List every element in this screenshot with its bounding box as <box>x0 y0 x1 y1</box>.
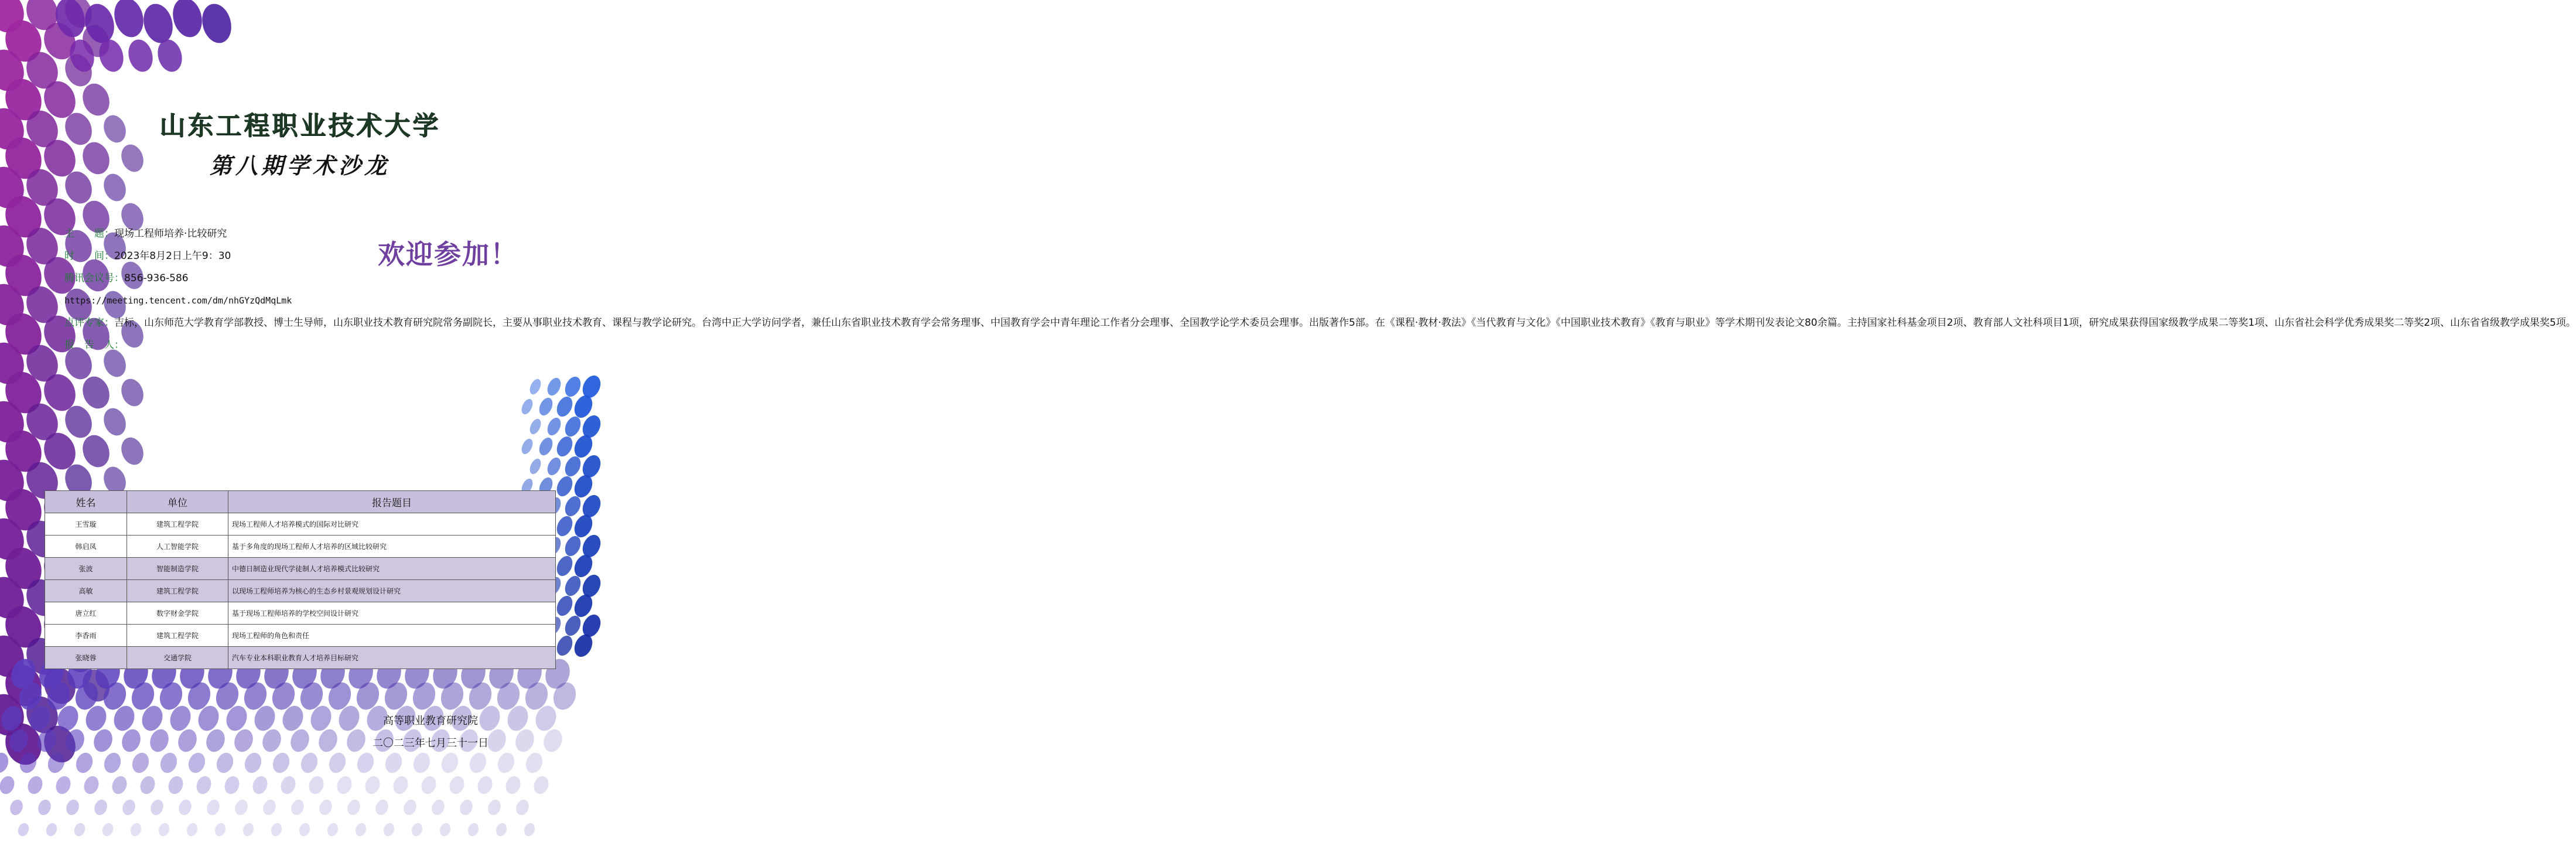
topic-value: 现场工程师培养·比较研究 <box>114 228 227 240</box>
reporter-topic: 中德日制造业现代学徒制人才培养模式比较研究 <box>228 558 556 580</box>
university-title: 山东工程职业技术大学 <box>159 111 440 141</box>
reporter-name: 张晓蓉 <box>45 647 127 669</box>
reporter-unit: 建筑工程学院 <box>127 513 228 536</box>
reporter-topic: 基于多角度的现场工程师人才培养的区域比较研究 <box>228 536 556 558</box>
reporter-name: 王雪璇 <box>45 513 127 536</box>
reporter-topic: 基于现场工程师培养的学校空间设计研究 <box>228 602 556 625</box>
reporter-name: 李香雨 <box>45 625 127 647</box>
reporter-topic: 汽车专业本科职业教育人才培养目标研究 <box>228 647 556 669</box>
reporter-name: 唐立红 <box>45 602 127 625</box>
reviewer-bio: 吉标，山东师范大学教育学部教授、博士生导师，山东职业技术教育研究院常务副院长，主要从事职业技术教育、课程与教学论研究。台湾中正大学访问学者，兼任山东省职业技术教育学会常务理事、中国教育学会中青年理论工作者分会理事、全国教学论学术委员会理事。出版著作5部。在《课程·教材·教法》《当代教育与文化》《中国职业技术教育》《教育与职业》等学术期刊发表论文80余篇。主持国家社科基金项目2项、教育部人文社科项目1项，研究成果获得国家级教学成果二等奖1项、山东省社会科学优秀成果奖二等奖2项、山东省省级教学成果奖5项。 <box>114 317 2576 329</box>
time-row <box>64 245 539 267</box>
reporter-unit: 数字财金学院 <box>127 602 228 625</box>
table-row <box>45 602 556 625</box>
table-row <box>45 536 556 558</box>
header-name: 姓名 <box>45 491 127 513</box>
reporter-name: 韩启凤 <box>45 536 127 558</box>
reviewer-row <box>64 312 2576 334</box>
header-topic: 报告题目 <box>228 491 556 513</box>
table-row <box>45 625 556 647</box>
reporter-name: 张波 <box>45 558 127 580</box>
event-info <box>64 223 2576 356</box>
table-row <box>45 580 556 602</box>
reporters-table <box>45 490 556 669</box>
table-row <box>45 647 556 669</box>
meeting-link[interactable]: https://meeting.tencent.com/dm/nhGYzQdMqLmk <box>64 295 292 306</box>
table-row <box>45 513 556 536</box>
signature-block <box>351 710 510 755</box>
reporter-unit: 智能制造学院 <box>127 558 228 580</box>
topic-row <box>64 223 539 245</box>
time-value: 2023年8月2日上午9：30 <box>114 250 231 262</box>
time-label: 时 间： <box>64 250 114 262</box>
reporter-name: 高敏 <box>45 580 127 602</box>
meeting-label: 腾讯会议号： <box>64 272 124 284</box>
meeting-id: 856-936-586 <box>124 272 189 284</box>
reporter-unit: 建筑工程学院 <box>127 580 228 602</box>
welcome-text: 欢迎参加！ <box>378 238 518 270</box>
reporters-label: 报 告 人： <box>64 339 124 351</box>
reviewer-label: 点评专家： <box>64 317 114 329</box>
reporter-topic: 现场工程师人才培养模式的国际对比研究 <box>228 513 556 536</box>
header-unit: 单位 <box>127 491 228 513</box>
table-header-row <box>45 491 556 513</box>
topic-label: 主 题： <box>64 228 114 240</box>
reporter-topic: 现场工程师的角色和责任 <box>228 625 556 647</box>
salon-title: 第八期学术沙龙 <box>209 152 390 179</box>
reporter-unit: 人工智能学院 <box>127 536 228 558</box>
table-row <box>45 558 556 580</box>
meeting-row <box>64 267 539 289</box>
reporter-unit: 建筑工程学院 <box>127 625 228 647</box>
issuing-org: 高等职业教育研究院 <box>383 715 478 727</box>
reporters-row <box>64 334 539 356</box>
issue-date: 二〇二三年七月三十一日 <box>373 737 488 749</box>
reporter-topic: 以现场工程师培养为核心的生态乡村景观规划设计研究 <box>228 580 556 602</box>
reporter-unit: 交通学院 <box>127 647 228 669</box>
